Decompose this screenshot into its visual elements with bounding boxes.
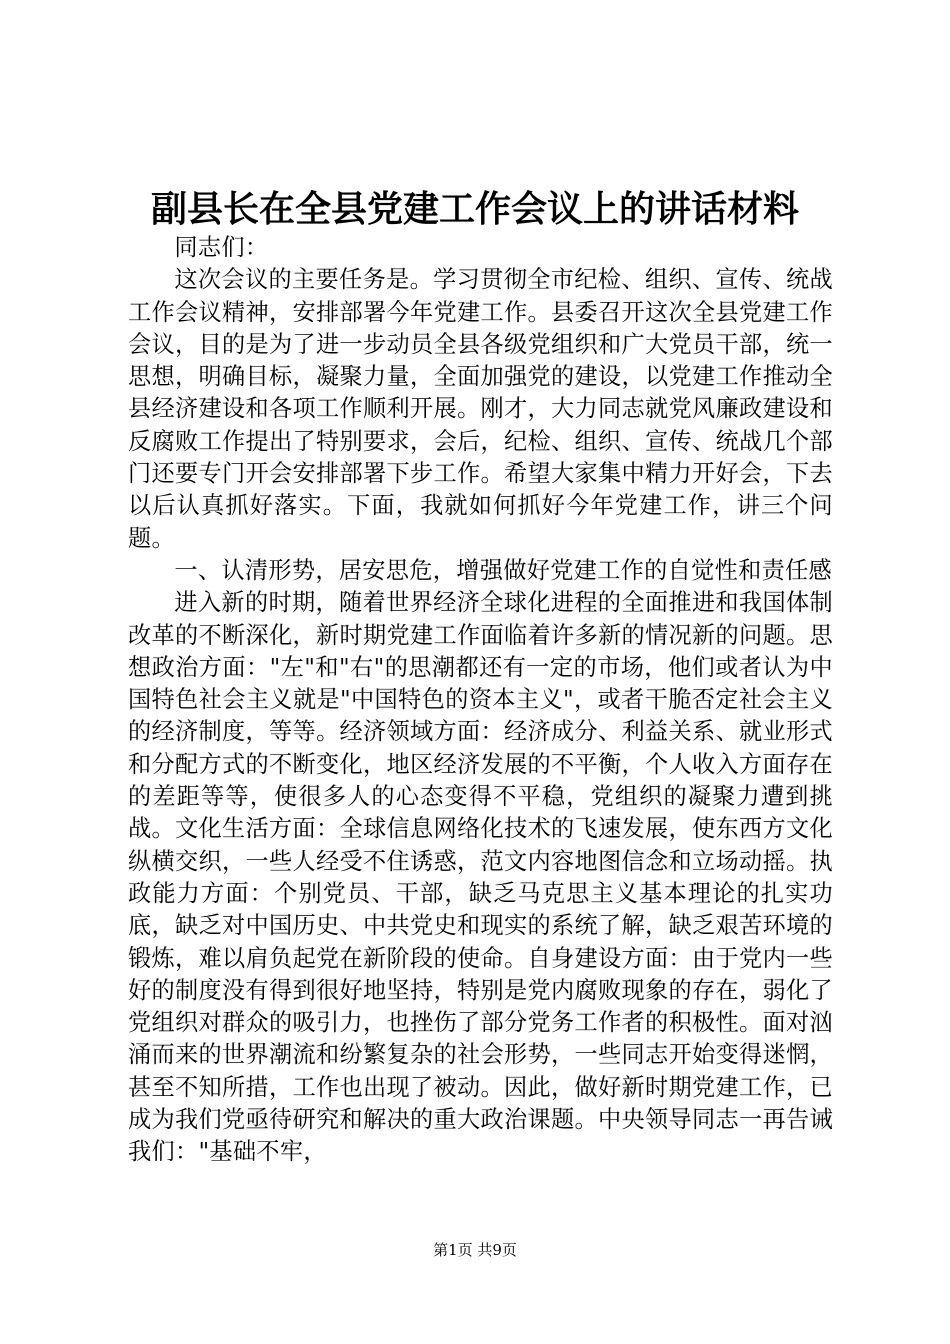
document-title: 副县长在全县党建工作会议上的讲话材料 — [150, 188, 799, 230]
paragraph-situation: 进入新的时期，随着世界经济全球化进程的全面推进和我国体制改革的不断深化，新时期党建工作面临着许多新的情况新的问题。思想政治方面："左"和"右"的思潮都还有一定的市场，他们或者认为中国特色社会主义就是"中国特色的资本主义"，或者干脆否定社会主义的经济制度，等等。经济领域方面：经济成分、利益关系、就业形式和分配方式的不断变化，地区经济发展的不平衡，个人收入方面存在的差距等等，使很多人的心态变得不平稳，党组织的凝聚力遭到挑战。文化生活方面：全球信息网络化技术的飞速发展，使东西方文化纵横交织，一些人经受不住诱惑，范文内容地图信念和立场动摇。执政能力方面：个别党员、干部，缺乏马克思主义基本理论的扎实功底，缺乏对中国历史、中共党史和现实的系统了解，缺乏艰苦环境的锻炼，难以肩负起党在新阶段的使命。自身建设方面：由于党内一些好的制度没有得到很好地坚持，特别是党内腐败现象的存在，弱化了党组织对群众的吸引力，也挫伤了部分党务工作者的积极性。面对汹涌而来的世界潮流和纷繁复杂的社会形势，一些同志开始变得迷惘，甚至不知所措，工作也出现了被动。因此，做好新时期党建工作，已成为我们党亟待研究和解决的重大政治课题。中央领导同志一再告诫我们："基础不牢， — [128, 589, 833, 1166]
paragraph-intro: 这次会议的主要任务是。学习贯彻全市纪检、组织、宣传、统战工作会议精神，安排部署今年党建工作。县委召开这次全县党建工作会议，目的是为了进一步动员全县各级党组织和广大党员干部，统一思想，明确目标，凝聚力量，全面加强党的建设，以党建工作推动全县经济建设和各项工作顺利开展。刚才，大力同志就党风廉政建设和反腐败工作提出了特别要求，会后，纪检、组织、宣传、统战几个部门还要专门开会安排部署下步工作。希望大家集中精力开好会，下去以后认真抓好落实。下面，我就如何抓好今年党建工作，讲三个问题。 — [128, 266, 833, 552]
page-number-footer: 第1页 共9页 — [433, 1241, 517, 1259]
section-heading-1: 一、认清形势，居安思危，增强做好党建工作的自觉性和责任感 — [174, 556, 833, 584]
salutation: 同志们： — [174, 234, 269, 261]
document-body — [128, 232, 833, 1169]
